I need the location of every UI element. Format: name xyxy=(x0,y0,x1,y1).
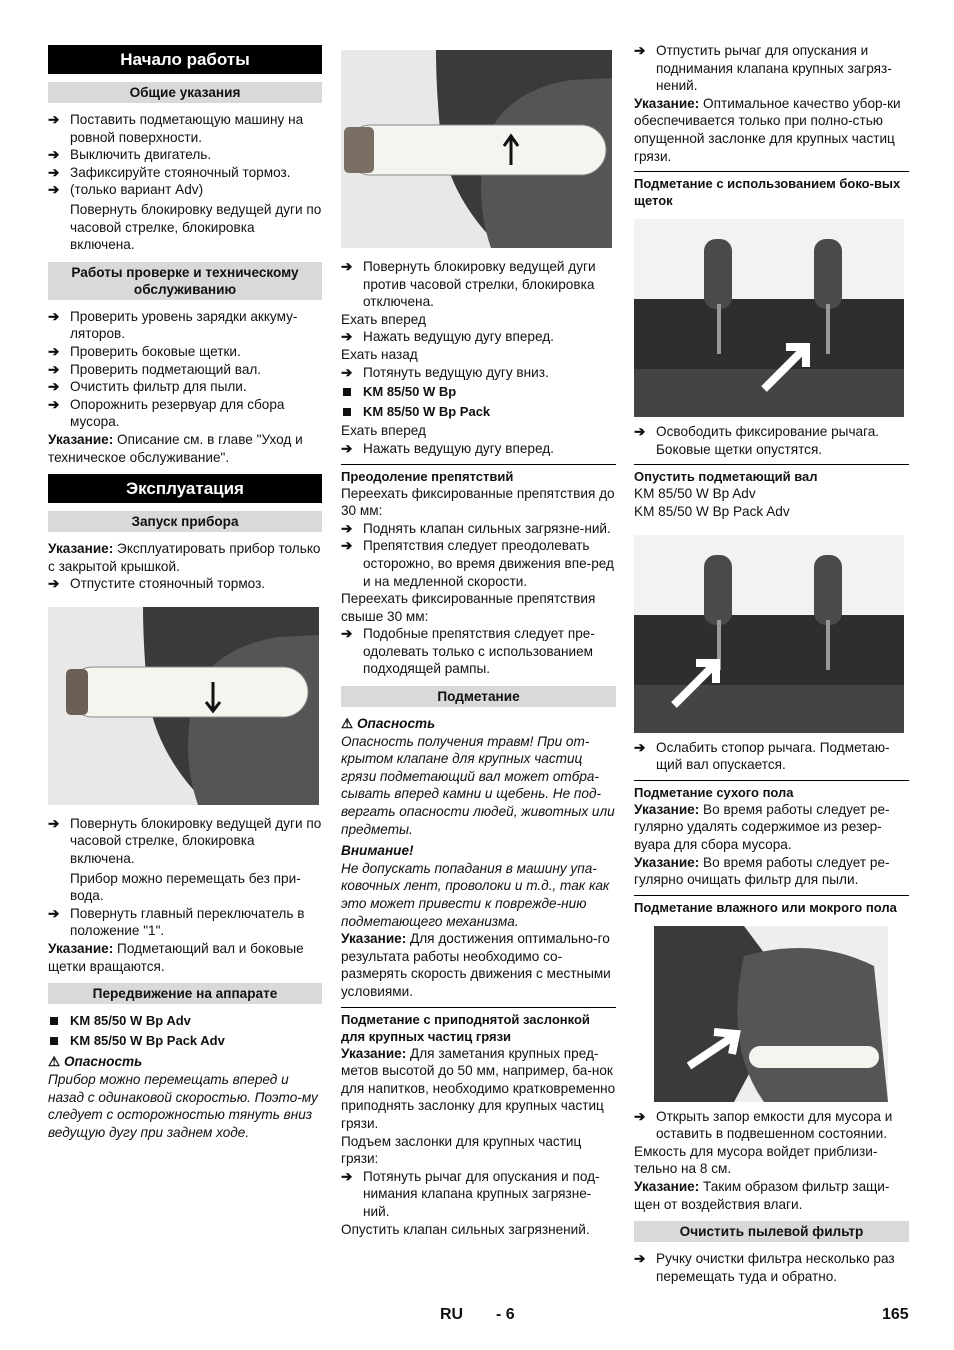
model-item: KM 85/50 W Bp Pack xyxy=(341,403,616,421)
heading-lower-roller: Опустить подметающий вал xyxy=(634,464,909,485)
note: Указание: Оптимальное качество убор-ки обеспечивается только при полно-стью опущенной заслонке для крупных частиц грязи. xyxy=(634,95,901,164)
text: Ехать вперед xyxy=(341,311,426,327)
model-item: KM 85/50 W Bp Adv xyxy=(48,1012,322,1030)
heading-maintenance: Работы проверке и техническому обслуживанию xyxy=(48,262,322,300)
step: ➔ Проверить боковые щетки. xyxy=(48,343,241,359)
heading-start: Начало работы xyxy=(48,45,322,74)
heading-launch: Запуск прибора xyxy=(48,511,322,532)
footer-lang: RU xyxy=(440,1306,464,1323)
note: Указание: Для заметания крупных пред-метов высотой до 50 мм, например, ба-нок для напитков, необходимо кратковременно приподнять заслонку для крупных частиц грязи. xyxy=(341,1045,616,1131)
heading-move: Передвижение на аппарате xyxy=(48,983,322,1004)
footer-local-page: - 6 xyxy=(496,1306,515,1323)
note: Указание: Во время работы следует ре-гулярно очищать фильтр для пыли. xyxy=(634,854,890,888)
danger-label: ⚠ Опасность xyxy=(341,716,436,732)
note: Указание: Таким образом фильтр защи-щен от воздействия влаги. xyxy=(634,1179,890,1212)
heading-sweep: Подметание xyxy=(341,686,616,707)
model-item: KM 85/50 W Bp Pack Adv xyxy=(48,1032,322,1050)
heading-side-brushes: Подметание с использованием боко-вых щеток xyxy=(634,171,909,209)
step: ➔ (только вариант Adv) xyxy=(48,182,204,198)
step: ➔ Препятствия следует преодолевать осторожно, во время движения впе-ред и на медленной скорости. xyxy=(341,538,614,589)
step: ➔ Подобные препятствия следует пре-одолевать только с использованием подходящей рампы. xyxy=(341,626,595,677)
step: ➔ Проверить уровень зарядки аккуму-ляторов. xyxy=(48,308,298,342)
step: ➔ Выключить двигатель. xyxy=(48,147,212,163)
footer-page-number: 165 xyxy=(882,1306,909,1323)
heading-filter: Очистить пылевой фильтр xyxy=(634,1221,909,1242)
text: Подъем заслонки для крупных частиц грязи: xyxy=(341,1133,582,1167)
step: ➔ Поднять клапан сильных загрязне-ний. xyxy=(341,520,611,536)
text: Ехать вперед xyxy=(341,423,426,439)
heading-general: Общие указания xyxy=(48,82,322,103)
step: ➔ Отпустить рычаг для опускания и поднимания клапана крупных загряз-нений. xyxy=(634,43,892,94)
note: Прибор можно перемещать без при-вода. xyxy=(70,870,301,904)
heading-obstacles: Преодоление препятствий xyxy=(341,464,616,485)
step: ➔ Поставить подметающую машину на ровной поверхности. xyxy=(48,112,304,145)
step: ➔ Нажать ведущую дугу вперед. xyxy=(341,440,554,456)
model-text: KM 85/50 W Bp Adv xyxy=(634,486,756,502)
step: ➔ Проверить подметающий вал. xyxy=(48,361,262,377)
attention-text: Не допускать попадания в машину упа-ковочных лент, проволоки и т.д., так как это может привести к поврежде-нию подметающего механизма. xyxy=(341,860,610,929)
danger-text: Опасность получения травм! При от-крытом клапане для крупных частиц грязи подметающий вал может отбра-сывать вперед камни и щебень. Не под-вергать опасности людей, животных или предметы. xyxy=(341,733,615,837)
launch-note: Указание: Эксплуатировать прибор только с закрытой крышкой. xyxy=(48,541,321,574)
step: ➔ Очистить фильтр для пыли. xyxy=(48,379,247,395)
step: ➔ Отпустите стояночный тормоз. xyxy=(48,576,266,592)
step: ➔ Ослабить стопор рычага. Подметаю-щий вал опускается. xyxy=(634,739,890,773)
step: ➔ Потянуть ведущую дугу вниз. xyxy=(341,364,549,380)
step: ➔ Ручку очистки фильтра несколько раз перемещать туда и обратно. xyxy=(634,1251,895,1284)
photo-waste-container xyxy=(654,926,888,1102)
text: Ехать назад xyxy=(341,346,418,362)
heading-wet: Подметание влажного или мокрого пола xyxy=(634,895,909,916)
model-text: KM 85/50 W Bp Pack Adv xyxy=(634,503,790,519)
column-1 xyxy=(48,42,322,1141)
step: ➔ Повернуть блокировку ведущей дуги по часовой стрелке, блокировка включена. xyxy=(48,815,322,867)
column-3 xyxy=(634,42,909,1285)
photo-handle-lock-up xyxy=(341,50,612,248)
step: ➔ Повернуть главный переключатель в положение "1". xyxy=(48,905,305,939)
text: Емкость для мусора войдет приблизи-тельно на 8 см. xyxy=(634,1143,878,1177)
attention-label: Внимание! xyxy=(341,843,414,859)
model-item: KM 85/50 W Bp xyxy=(341,383,616,401)
heading-dry: Подметание сухого пола xyxy=(634,780,909,801)
photo-roller-lever xyxy=(634,535,904,733)
note: Указание: Для достижения оптимально-го результата работы необходимо со-размерять скорость движения с местными условиями. xyxy=(341,931,611,999)
danger-text: Прибор можно перемещать вперед и назад с одинаковой скоростью. Поэто-му следует с осторожностью тянуть вниз ведущую дугу при заднем ходе. xyxy=(48,1072,318,1140)
general-note: Повернуть блокировку ведущей дуги по часовой стрелке, блокировка включена. xyxy=(70,201,322,253)
heading-raised-flap: Подметание с приподнятой заслонкой для крупных частиц грязи xyxy=(341,1007,616,1045)
note: Указание: Во время работы следует ре-гулярно удалять содержимое из резер-вуара для сбора мусора. xyxy=(634,801,890,852)
warning-icon: ⚠ xyxy=(341,716,354,732)
text: Переехать фиксированные препятствия свыше 30 мм: xyxy=(341,591,596,624)
step: ➔ Освободить фиксирование рычага. Боковые щетки опустятся. xyxy=(634,424,880,457)
step: ➔ Потянуть рычаг для опускания и под-нимания клапана крупных загрязне-ний. xyxy=(341,1168,600,1219)
brush-note: Указание: Подметающий вал и боковые щетки вращаются. xyxy=(48,941,304,974)
warning-icon: ⚠ xyxy=(48,1054,61,1070)
photo-side-brush-lever xyxy=(634,219,904,417)
photo-handle-lock-down xyxy=(48,607,319,805)
text: Опустить клапан сильных загрязнений. xyxy=(341,1221,590,1237)
text: Переехать фиксированные препятствия до 30 мм: xyxy=(341,485,615,519)
step: ➔ Нажать ведущую дугу вперед. xyxy=(341,329,554,345)
danger-label: ⚠ Опасность xyxy=(48,1054,143,1070)
step: ➔ Повернуть блокировку ведущей дуги против часовой стрелки, блокировка отключена. xyxy=(341,259,596,310)
step: ➔ Опорожнить резервуар для сбора мусора. xyxy=(48,396,285,430)
step: ➔ Зафиксируйте стояночный тормоз. xyxy=(48,164,291,180)
maint-note: Указание: Описание см. в главе "Уход и техническое обслуживание". xyxy=(48,431,303,465)
column-2 xyxy=(341,42,616,1238)
step: ➔ Открыть запор емкости для мусора и оставить в подвешенном состоянии. xyxy=(634,1108,893,1142)
heading-operation: Эксплуатация xyxy=(48,474,322,503)
